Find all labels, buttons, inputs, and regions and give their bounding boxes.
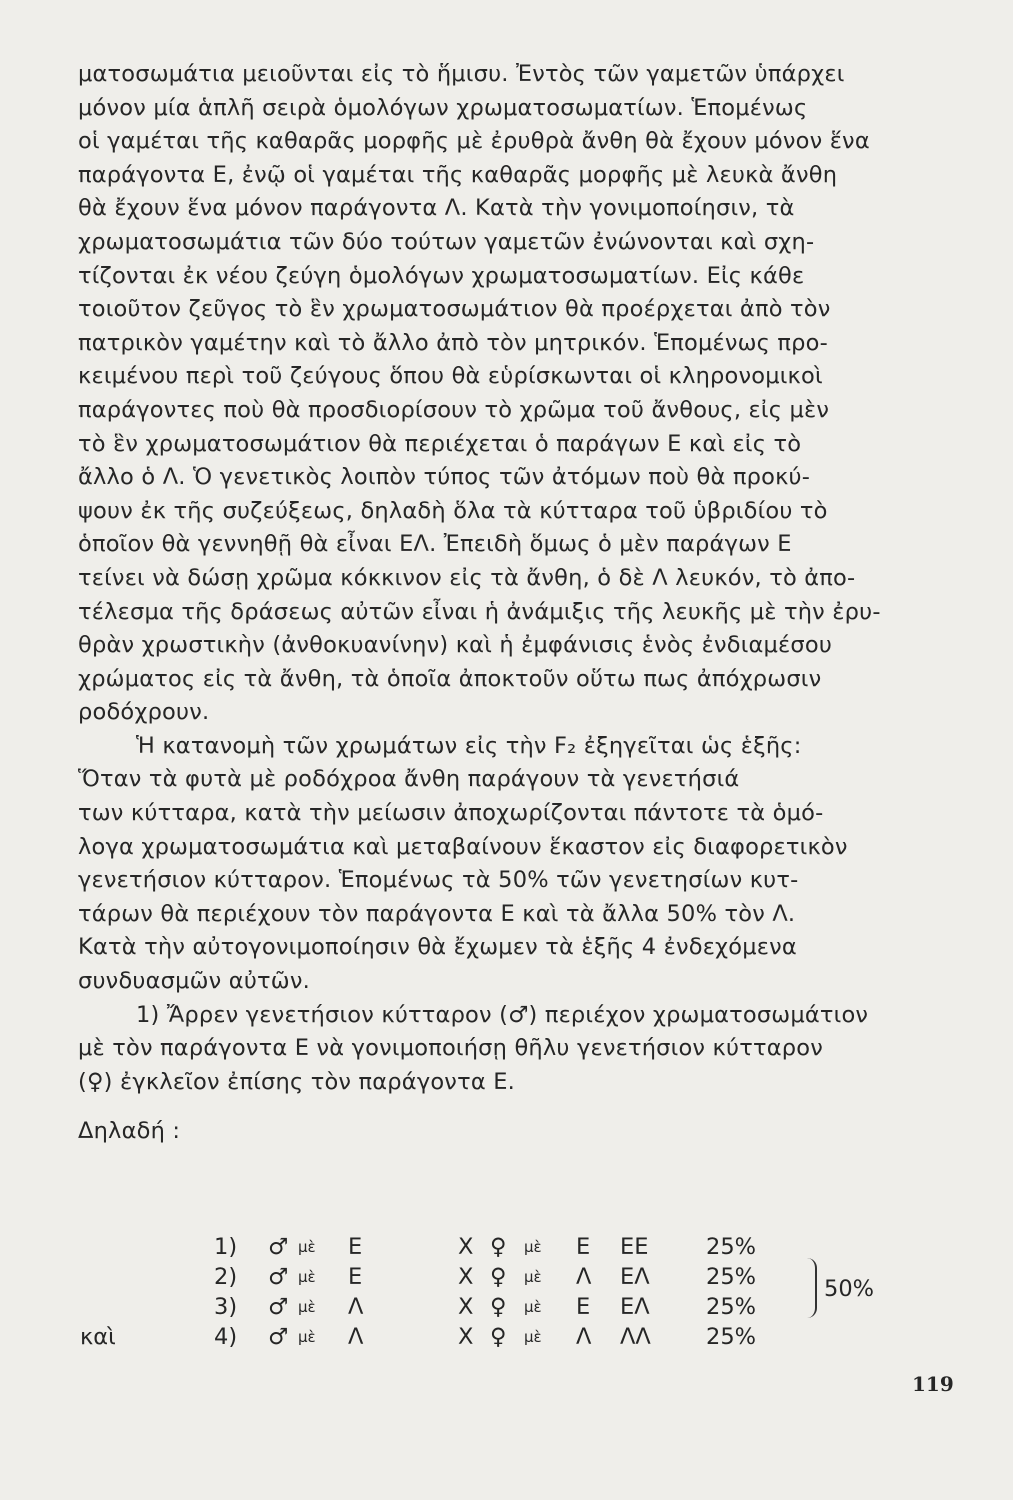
text-line: κειμένου περὶ τοῦ ζεύγους ὅπου θὰ εὑρίσκωνται οἱ κληρονομικοὶ <box>78 363 823 390</box>
text-line: ψουν ἐκ τῆς συζεύξεως, δηλαδὴ ὅλα τὰ κύτταρα τοῦ ὑβριδίου τὸ <box>78 497 828 524</box>
row-number: 3) <box>214 1294 238 1320</box>
female-symbol-icon: ♀ <box>490 1234 507 1260</box>
row-number: 1) <box>214 1234 238 1260</box>
male-factor: Λ <box>348 1324 364 1350</box>
text-line: θὰ ἔχουν ἕνα μόνον παράγοντα Λ. Κατὰ τὴν γονιμοποίησιν, τὰ <box>78 195 795 222</box>
text-line: χρωματοσωμάτια τῶν δύο τούτων γαμετῶν ἐνώνονται καὶ σχη- <box>78 228 815 255</box>
percent: 25% <box>706 1234 757 1260</box>
text-line: λογα χρωματοσωμάτια καὶ μεταβαίνουν ἕκαστον εἰς διαφορετικὸν <box>78 833 848 860</box>
text-line: θρὰν χρωστικὴν (ἀνθοκυανίνην) καὶ ἡ ἐμφάνισις ἑνὸς ἐνδιαμέσου <box>78 632 833 659</box>
text-line: ὁποῖον θὰ γεννηθῇ θὰ εἶναι ΕΛ. Ἐπειδὴ ὅμως ὁ μὲν παράγων Ε <box>78 531 792 558</box>
genotype: ΕΕ <box>620 1234 649 1260</box>
text-line: παράγοντα Ε, ἐνῷ οἱ γαμέται τῆς καθαρᾶς μορφῆς μὲ λευκὰ ἄνθη <box>78 161 838 188</box>
text-line: τάρων θὰ περιέχουν τὸν παράγοντα Ε καὶ τὰ ἄλλα 50% τὸν Λ. <box>78 900 796 927</box>
text-line: πατρικὸν γαμέτην καὶ τὸ ἄλλο ἀπὸ τὸν μητρικόν. Ἑπομένως προ- <box>78 329 828 356</box>
text-line: ροδόχρουν. <box>78 699 210 726</box>
row-prefix <box>80 1262 214 1292</box>
with-word: μὲ <box>298 1328 316 1346</box>
text-line: 1) Ἄρρεν γενετήσιον κύτταρον (♂) περιέχον χρωματοσωμάτιον <box>136 1001 869 1028</box>
with-word: μὲ <box>524 1328 542 1346</box>
genotype: ΛΛ <box>620 1324 651 1350</box>
text-line: τέλεσμα τῆς δράσεως αὐτῶν εἶναι ἡ ἀνάμιξις τῆς λευκῆς μὲ τὴν ἐρυ- <box>78 598 881 625</box>
with-word: μὲ <box>298 1268 316 1286</box>
text-line: τὸ ἓν χρωματοσωμάτιον θὰ περιέχεται ὁ παράγων Ε καὶ εἰς τὸ <box>78 430 802 457</box>
percent: 25% <box>706 1264 757 1290</box>
female-factor: Λ <box>576 1264 592 1290</box>
genotype: ΕΛ <box>620 1264 650 1290</box>
female-factor: Ε <box>576 1294 591 1320</box>
table-row <box>80 1262 766 1292</box>
text-line: ματοσωμάτια μειοῦνται εἰς τὸ ἥμισυ. Ἐντὸς τῶν γαμετῶν ὑπάρχει <box>78 61 845 87</box>
row-prefix <box>80 1232 214 1262</box>
text-line: των κύτταρα, κατὰ τὴν μείωσιν ἀποχωρίζονται πάντοτε τὰ ὁμό- <box>78 800 824 827</box>
row-number: 2) <box>214 1264 238 1290</box>
text-line: τείνει νὰ δώσῃ χρῶμα κόκκινον εἰς τὰ ἄνθη, ὁ δὲ Λ λευκόν, τὸ ἀπο- <box>78 564 856 591</box>
text-line: γενετήσιον κύτταρον. Ἑπομένως τὰ 50% τῶν γενετησίων κυτ- <box>78 867 799 894</box>
with-word: μὲ <box>524 1298 542 1316</box>
text-line: Ὅταν τὰ φυτὰ μὲ ροδόχροα ἄνθη παράγουν τὰ γενετήσιά <box>78 766 740 793</box>
row-prefix <box>80 1292 214 1322</box>
text-line: παράγοντες ποὺ θὰ προσδιορίσουν τὸ χρῶμα τοῦ ἄνθους, εἰς μὲν <box>78 396 830 423</box>
text-line: τοιοῦτον ζεῦγος τὸ ἓν χρωματοσωμάτιον θὰ προέρχεται ἀπὸ τὸν <box>78 296 831 323</box>
male-factor: Ε <box>348 1264 363 1290</box>
text-line: (♀) ἐγκλεῖον ἐπίσης τὸν παράγοντα Ε. <box>78 1068 515 1095</box>
table-row <box>80 1292 766 1322</box>
female-symbol-icon: ♀ <box>490 1324 507 1350</box>
with-word: μὲ <box>298 1238 316 1256</box>
cross-label: Δηλαδή : <box>78 1118 181 1145</box>
table-row <box>80 1232 766 1262</box>
cross-sign: Χ <box>458 1294 474 1320</box>
brace-label: 50% <box>824 1276 875 1302</box>
male-symbol-icon: ♂ <box>268 1294 289 1320</box>
male-symbol-icon: ♂ <box>268 1324 289 1350</box>
with-word: μὲ <box>298 1298 316 1316</box>
text-line: Κατὰ τὴν αὐτογονιμοποίησιν θὰ ἔχωμεν τὰ ἑξῆς 4 ἐνδεχόμενα <box>78 934 797 961</box>
text-line: ἄλλο ὁ Λ. Ὁ γενετικὸς λοιπὸν τύπος τῶν ἀτόμων ποὺ θὰ προκύ- <box>78 464 811 491</box>
female-symbol-icon: ♀ <box>490 1294 507 1320</box>
cross-sign: Χ <box>458 1234 474 1260</box>
male-factor: Ε <box>348 1234 363 1260</box>
cross-sign: Χ <box>458 1324 474 1350</box>
with-word: μὲ <box>524 1238 542 1256</box>
text-line: μόνον μία ἁπλῆ σειρὰ ὁμολόγων χρωματοσωματίων. Ἑπομένως <box>78 94 808 121</box>
cross-sign: Χ <box>458 1264 474 1290</box>
text-line: χρώματος εἰς τὰ ἄνθη, τὰ ὁποῖα ἀποκτοῦν οὕτω πως ἀπόχρωσιν <box>78 665 822 692</box>
row-prefix: καὶ <box>80 1324 116 1350</box>
table-row <box>80 1322 766 1352</box>
text-line: Ἡ κατανομὴ τῶν χρωμάτων εἰς τὴν F₂ ἐξηγεῖται ὡς ἑξῆς: <box>136 732 802 759</box>
with-word: μὲ <box>524 1268 542 1286</box>
body-text <box>78 58 942 1149</box>
text-line: οἱ γαμέται τῆς καθαρᾶς μορφῆς μὲ ἐρυθρὰ ἄνθη θὰ ἔχουν μόνον ἕνα <box>78 128 870 155</box>
genotype: ΕΛ <box>620 1294 650 1320</box>
cross-table <box>80 1232 766 1352</box>
page-number: 119 <box>912 1372 954 1396</box>
text-line: μὲ τὸν παράγοντα Ε νὰ γονιμοποιήσῃ θῆλυ γενετήσιον κύτταρον <box>78 1035 823 1062</box>
right-brace-icon <box>801 1258 817 1318</box>
row-number: 4) <box>214 1324 238 1350</box>
text-line: τίζονται ἐκ νέου ζεύγη ὁμολόγων χρωματοσωματίων. Εἰς κάθε <box>78 262 805 289</box>
male-factor: Λ <box>348 1294 364 1320</box>
percent: 25% <box>706 1294 757 1320</box>
female-symbol-icon: ♀ <box>490 1264 507 1290</box>
male-symbol-icon: ♂ <box>268 1264 289 1290</box>
female-factor: Λ <box>576 1324 592 1350</box>
text-line: συνδυασμῶν αὐτῶν. <box>78 968 310 995</box>
male-symbol-icon: ♂ <box>268 1234 289 1260</box>
female-factor: Ε <box>576 1234 591 1260</box>
percent: 25% <box>706 1324 757 1350</box>
